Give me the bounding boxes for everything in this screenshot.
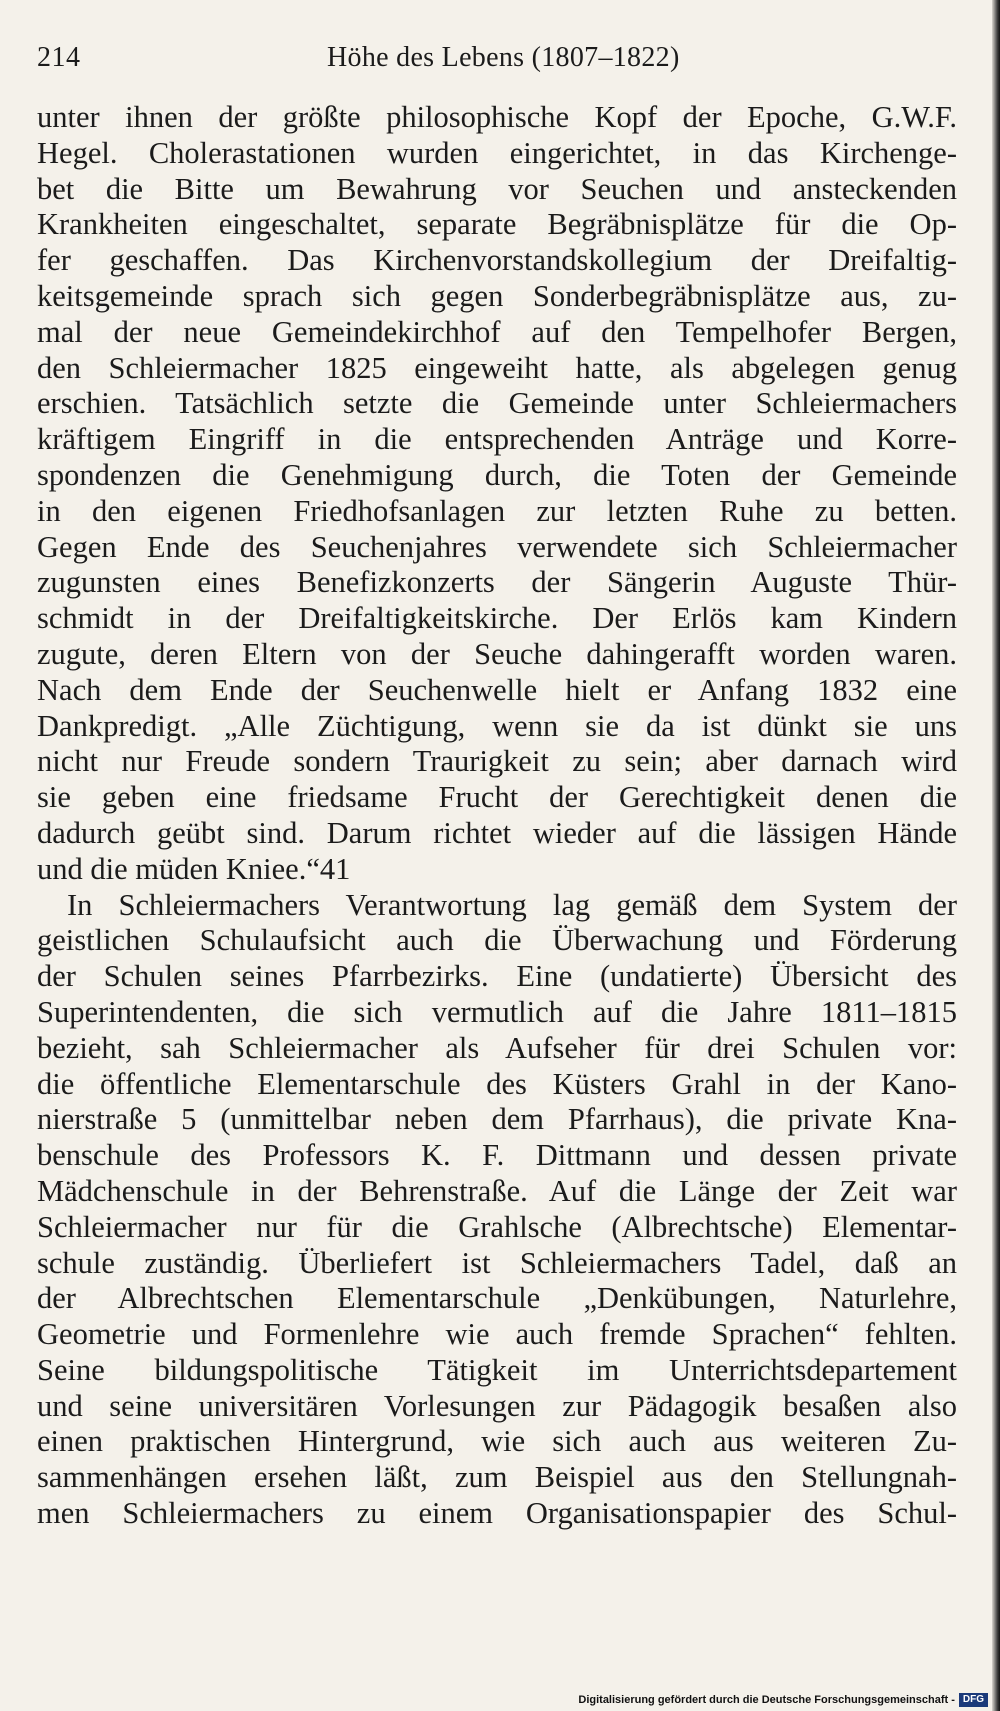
text-line: zugute, deren Eltern von der Seuche dahingerafft worden waren.	[37, 636, 957, 671]
text-line: schule zuständig. Überliefert ist Schleiermachers Tadel, daß an	[37, 1245, 957, 1280]
text-line: kräftigem Eingriff in die entsprechenden Anträge und Korre-	[37, 422, 957, 457]
text-line: sie geben eine friedsame Frucht der Gerechtigkeit denen die	[37, 780, 957, 815]
text-line: erschien. Tatsächlich setzte die Gemeinde unter Schleiermachers	[37, 386, 957, 421]
text-line: Dankpredigt. „Alle Züchtigung, wenn sie da ist dünkt sie uns	[37, 708, 957, 743]
text-line: fer geschaffen. Das Kirchenvorstandskollegium der Dreifaltig-	[37, 243, 957, 278]
text-line: in den eigenen Friedhofsanlagen zur letzten Ruhe zu betten.	[37, 493, 957, 528]
text-line: unter ihnen der größte philosophische Kopf der Epoche, G.W.F.	[37, 100, 957, 134]
page-edge-shadow	[992, 0, 1000, 1711]
text-line: geistlichen Schulaufsicht auch die Überwachung und Förderung	[37, 923, 957, 958]
text-line: Geometrie und Formenlehre wie auch fremde Sprachen“ fehlten.	[37, 1317, 957, 1352]
text-line: Mädchenschule in der Behrenstraße. Auf die Länge der Zeit war	[37, 1173, 957, 1208]
paragraph-end-line: und die müden Kniee.“41	[37, 851, 351, 886]
text-line: Nach dem Ende der Seuchenwelle hielt er Anfang 1832 eine	[37, 672, 957, 707]
text-line: schmidt in der Dreifaltigkeitskirche. Der Erlös kam Kindern	[37, 601, 957, 636]
page-number: 214	[37, 42, 81, 73]
text-line: einen praktischen Hintergrund, wie sich auch aus weiteren Zu-	[37, 1424, 957, 1459]
text-line: mal der neue Gemeindekirchhof auf den Tempelhofer Bergen,	[37, 314, 957, 349]
text-line: Schleiermacher nur für die Grahlsche (Albrechtsche) Elementar-	[37, 1209, 957, 1244]
text-line: spondenzen die Genehmigung durch, die Toten der Gemeinde	[37, 457, 957, 492]
text-line: sammenhängen ersehen läßt, zum Beispiel aus den Stellungnah-	[37, 1460, 957, 1495]
text-line: Gegen Ende des Seuchenjahres verwendete sich Schleiermacher	[37, 529, 957, 564]
text-line: Seine bildungspolitische Tätigkeit im Unterrichtsdepartement	[37, 1352, 957, 1387]
text-line: dadurch geübt sind. Darum richtet wieder auf die lässigen Hände	[37, 815, 957, 850]
footer-credit: Digitalisierung gefördert durch die Deutsche Forschungsgemeinschaft -	[578, 1694, 955, 1706]
text-line: zugunsten eines Benefizkonzerts der Sängerin Auguste Thür-	[37, 565, 957, 600]
text-line: die öffentliche Elementarschule des Küsters Grahl in der Kano-	[37, 1066, 957, 1101]
text-line: der Albrechtschen Elementarschule „Denkübungen, Naturlehre,	[37, 1281, 957, 1316]
text-line: Krankheiten eingeschaltet, separate Begräbnisplätze für die Op-	[37, 207, 957, 242]
text-line: keitsgemeinde sprach sich gegen Sonderbegräbnisplätze aus, zu-	[37, 278, 957, 313]
text-line: den Schleiermacher 1825 eingeweiht hatte, als abgelegen genug	[37, 350, 957, 385]
text-line: men Schleiermachers zu einem Organisationspapier des Schul-	[37, 1496, 957, 1531]
text-line: Hegel. Cholerastationen wurden eingerichtet, in das Kirchenge-	[37, 135, 957, 170]
text-line: Superintendenten, die sich vermutlich auf die Jahre 1811–1815	[37, 994, 957, 1029]
body-text	[37, 100, 957, 1532]
dfg-logo: DFG	[959, 1693, 988, 1707]
text-line: bet die Bitte um Bewahrung vor Seuchen und ansteckenden	[37, 171, 957, 206]
text-line: nierstraße 5 (unmittelbar neben dem Pfarrhaus), die private Kna-	[37, 1102, 957, 1137]
text-line: bezieht, sah Schleiermacher als Aufseher für drei Schulen vor:	[37, 1030, 957, 1065]
running-title: Höhe des Lebens (1807–1822)	[327, 42, 680, 73]
text-line: und seine universitären Vorlesungen zur Pädagogik besaßen also	[37, 1388, 957, 1423]
digitization-footer	[578, 1693, 988, 1707]
paragraph-start-line: In Schleiermachers Verantwortung lag gemäß dem System der	[67, 887, 957, 922]
text-line: der Schulen seines Pfarrbezirks. Eine (undatierte) Übersicht des	[37, 959, 957, 994]
text-line: nicht nur Freude sondern Traurigkeit zu sein; aber darnach wird	[37, 744, 957, 779]
text-line: benschule des Professors K. F. Dittmann und dessen private	[37, 1138, 957, 1173]
running-head	[37, 38, 944, 78]
